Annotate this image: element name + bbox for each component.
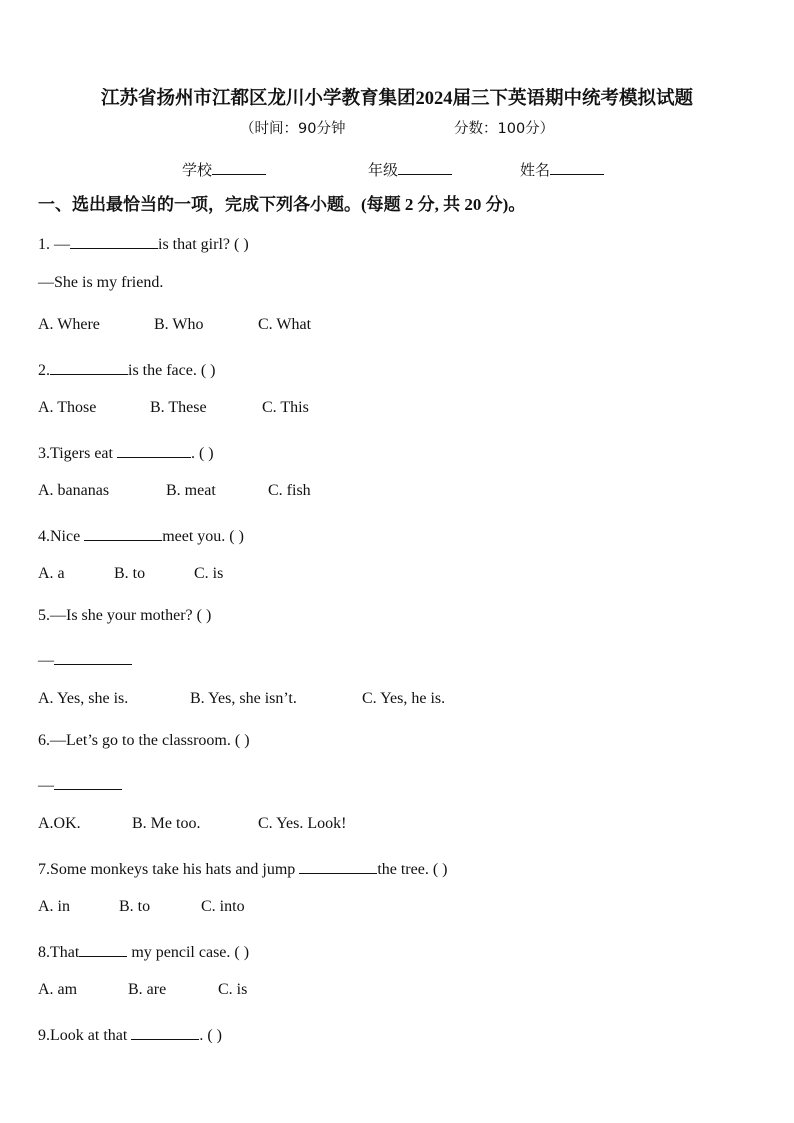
name-blank[interactable] xyxy=(550,160,604,175)
section-heading: 一、选出最恰当的一项，完成下列各小题。(每题 2 分, 共 20 分)。 xyxy=(38,195,526,214)
option-a[interactable]: A.OK. xyxy=(38,815,81,832)
school-blank[interactable] xyxy=(212,160,266,175)
question-1-options xyxy=(38,316,311,334)
option-b[interactable]: B. Yes, she isn’t. xyxy=(190,690,297,707)
exam-score: 分数：100分） xyxy=(454,121,555,137)
option-b[interactable]: B. to xyxy=(119,898,151,915)
option-c[interactable]: C. is xyxy=(194,565,224,582)
option-a[interactable]: A. Those xyxy=(38,399,97,416)
question-2-options xyxy=(38,399,309,417)
grade-blank[interactable] xyxy=(398,160,452,175)
grade-field xyxy=(368,159,452,180)
answer-blank-2[interactable] xyxy=(50,358,128,375)
option-b[interactable]: B. meat xyxy=(166,482,216,499)
option-b[interactable]: B. Who xyxy=(154,316,204,333)
option-b[interactable]: B. are xyxy=(128,981,167,998)
option-c[interactable]: C. into xyxy=(201,898,245,915)
question-1-answer: —She is my friend. xyxy=(38,274,164,291)
exam-time: （时间：90分钟 xyxy=(240,121,346,137)
question-3-options xyxy=(38,482,311,500)
grade-label: 年级 xyxy=(368,163,399,179)
option-a[interactable]: A. Yes, she is. xyxy=(38,690,129,707)
question-6-answer: — xyxy=(38,773,122,795)
school-label: 学校 xyxy=(182,163,213,179)
option-c[interactable]: C. This xyxy=(262,399,309,416)
option-a[interactable]: A. bananas xyxy=(38,482,110,499)
option-a[interactable]: A. in xyxy=(38,898,70,915)
answer-blank-4[interactable] xyxy=(84,524,162,541)
option-a[interactable]: A. Where xyxy=(38,316,100,333)
question-8-options xyxy=(38,981,247,999)
answer-blank-9[interactable] xyxy=(131,1023,199,1040)
question-8: 8.That my pencil case. ( ) xyxy=(38,940,249,962)
option-c[interactable]: C. What xyxy=(258,316,312,333)
question-7-options xyxy=(38,898,245,916)
question-5-options xyxy=(38,690,445,708)
option-a[interactable]: A. am xyxy=(38,981,78,998)
option-c[interactable]: C. is xyxy=(218,981,248,998)
question-3: 3.Tigers eat . ( ) xyxy=(38,441,214,463)
name-field xyxy=(520,159,604,180)
answer-blank-8[interactable] xyxy=(79,940,127,957)
school-field xyxy=(182,159,266,180)
option-c[interactable]: C. fish xyxy=(268,482,311,499)
answer-blank-5[interactable] xyxy=(54,648,132,665)
option-b[interactable]: B. These xyxy=(150,399,207,416)
answer-blank-7[interactable] xyxy=(299,857,377,874)
answer-blank-6[interactable] xyxy=(54,773,122,790)
name-label: 姓名 xyxy=(520,163,551,179)
question-9: 9.Look at that . ( ) xyxy=(38,1023,222,1045)
question-5-answer: — xyxy=(38,648,132,670)
question-6: 6.—Let’s go to the classroom. ( ) xyxy=(38,732,250,749)
answer-blank-1[interactable] xyxy=(70,232,158,249)
question-2: 2. is the face. ( ) xyxy=(38,358,216,380)
question-5: 5.—Is she your mother? ( ) xyxy=(38,607,212,624)
page-title: 江苏省扬州市江都区龙川小学教育集团2024届三下英语期中统考模拟试题 xyxy=(100,89,693,109)
option-c[interactable]: C. Yes. Look! xyxy=(258,815,347,832)
question-6-options xyxy=(38,815,346,833)
option-a[interactable]: A. a xyxy=(38,565,65,582)
question-4: 4.Nice meet you. ( ) xyxy=(38,524,244,546)
answer-blank-3[interactable] xyxy=(117,441,191,458)
option-c[interactable]: C. Yes, he is. xyxy=(362,690,446,707)
question-4-options xyxy=(38,565,223,583)
option-b[interactable]: B. Me too. xyxy=(132,815,201,832)
question-1: 1. — is that girl? ( ) xyxy=(38,232,249,254)
question-7: 7.Some monkeys take his hats and jump the tree. ( ) xyxy=(38,857,448,879)
option-b[interactable]: B. to xyxy=(114,565,146,582)
